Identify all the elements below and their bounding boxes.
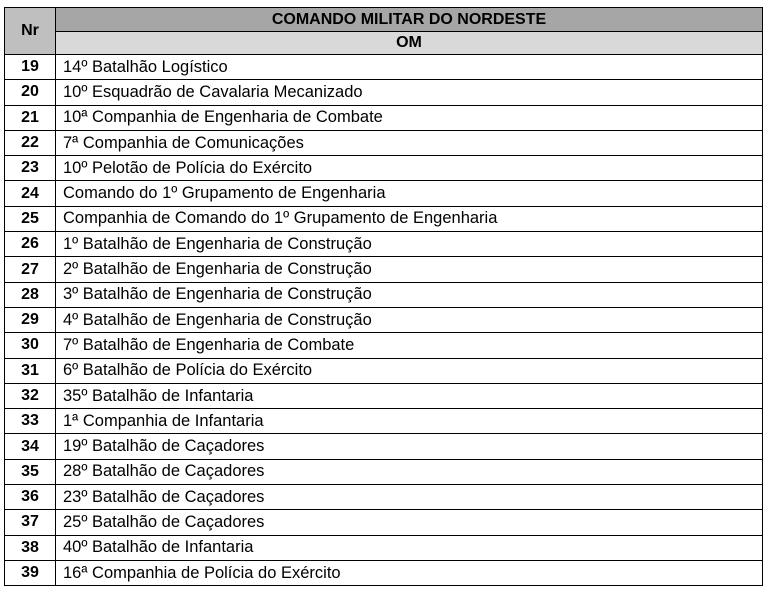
row-om-name: 10º Pelotão de Polícia do Exército bbox=[56, 156, 763, 181]
table-row bbox=[5, 409, 763, 434]
row-om-name: Companhia de Comando do 1º Grupamento de Engenharia bbox=[56, 206, 763, 231]
row-om-name: 4º Batalhão de Engenharia de Construção bbox=[56, 307, 763, 332]
row-number: 21 bbox=[5, 105, 56, 130]
row-om-name: Comando do 1º Grupamento de Engenharia bbox=[56, 181, 763, 206]
table-row bbox=[5, 333, 763, 358]
header-title: COMANDO MILITAR DO NORDESTE bbox=[56, 8, 763, 32]
row-om-name: 2º Batalhão de Engenharia de Construção bbox=[56, 257, 763, 282]
row-number: 27 bbox=[5, 257, 56, 282]
row-number: 24 bbox=[5, 181, 56, 206]
row-number: 32 bbox=[5, 383, 56, 408]
row-om-name: 14º Batalhão Logístico bbox=[56, 55, 763, 80]
table-row bbox=[5, 257, 763, 282]
table-row bbox=[5, 383, 763, 408]
row-number: 22 bbox=[5, 130, 56, 155]
row-om-name: 25º Batalhão de Caçadores bbox=[56, 510, 763, 535]
row-number: 29 bbox=[5, 307, 56, 332]
row-om-name: 10ª Companhia de Engenharia de Combate bbox=[56, 105, 763, 130]
row-number: 31 bbox=[5, 358, 56, 383]
row-om-name: 19º Batalhão de Caçadores bbox=[56, 434, 763, 459]
row-om-name: 6º Batalhão de Polícia do Exército bbox=[56, 358, 763, 383]
table-row bbox=[5, 485, 763, 510]
row-om-name: 28º Batalhão de Caçadores bbox=[56, 459, 763, 484]
om-table bbox=[4, 7, 763, 586]
row-number: 34 bbox=[5, 434, 56, 459]
row-number: 25 bbox=[5, 206, 56, 231]
table-row bbox=[5, 130, 763, 155]
table-row bbox=[5, 510, 763, 535]
row-om-name: 10º Esquadrão de Cavalaria Mecanizado bbox=[56, 80, 763, 105]
row-number: 37 bbox=[5, 510, 56, 535]
row-number: 20 bbox=[5, 80, 56, 105]
table-row bbox=[5, 282, 763, 307]
table-row bbox=[5, 206, 763, 231]
row-number: 30 bbox=[5, 333, 56, 358]
row-om-name: 40º Batalhão de Infantaria bbox=[56, 535, 763, 560]
row-om-name: 7ª Companhia de Comunicações bbox=[56, 130, 763, 155]
row-om-name: 16ª Companhia de Polícia do Exército bbox=[56, 560, 763, 585]
table-row bbox=[5, 459, 763, 484]
row-number: 35 bbox=[5, 459, 56, 484]
row-number: 19 bbox=[5, 55, 56, 80]
table-row bbox=[5, 358, 763, 383]
table-row bbox=[5, 105, 763, 130]
header-nr: Nr bbox=[5, 8, 56, 55]
row-om-name: 7º Batalhão de Engenharia de Combate bbox=[56, 333, 763, 358]
row-number: 23 bbox=[5, 156, 56, 181]
row-number: 26 bbox=[5, 232, 56, 257]
row-number: 38 bbox=[5, 535, 56, 560]
row-om-name: 1º Batalhão de Engenharia de Construção bbox=[56, 232, 763, 257]
table-row bbox=[5, 307, 763, 332]
table-header bbox=[5, 8, 763, 55]
table-row bbox=[5, 80, 763, 105]
row-om-name: 23º Batalhão de Caçadores bbox=[56, 485, 763, 510]
table-body bbox=[5, 55, 763, 586]
row-number: 33 bbox=[5, 409, 56, 434]
table-row bbox=[5, 181, 763, 206]
row-om-name: 35º Batalhão de Infantaria bbox=[56, 383, 763, 408]
row-number: 28 bbox=[5, 282, 56, 307]
table-row bbox=[5, 434, 763, 459]
header-om: OM bbox=[56, 32, 763, 55]
row-number: 36 bbox=[5, 485, 56, 510]
table-row bbox=[5, 232, 763, 257]
table-row bbox=[5, 560, 763, 585]
table-row bbox=[5, 535, 763, 560]
row-number: 39 bbox=[5, 560, 56, 585]
table-row bbox=[5, 55, 763, 80]
row-om-name: 1ª Companhia de Infantaria bbox=[56, 409, 763, 434]
row-om-name: 3º Batalhão de Engenharia de Construção bbox=[56, 282, 763, 307]
table-row bbox=[5, 156, 763, 181]
